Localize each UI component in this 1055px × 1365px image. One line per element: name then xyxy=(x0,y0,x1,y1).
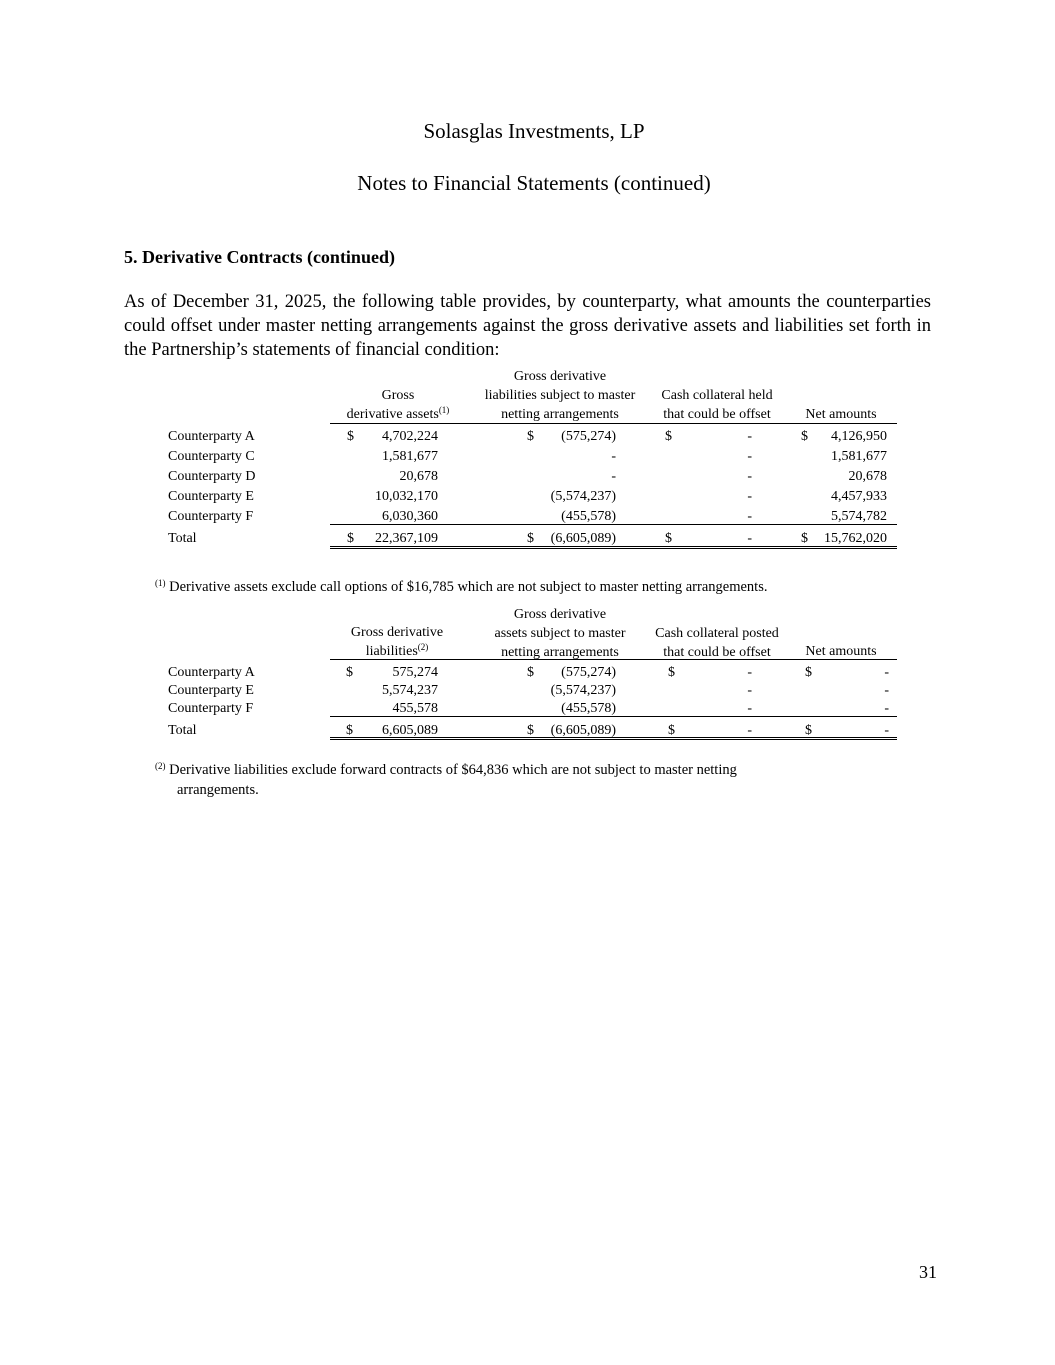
table1-total-label: Total xyxy=(168,531,197,546)
table1-row-2-label: Counterparty C xyxy=(168,449,255,464)
table1-total-col4-currency: $ xyxy=(801,531,808,546)
table2-total-label: Total xyxy=(168,723,197,738)
t1-col1-header-line2 xyxy=(308,405,488,424)
t1-col4-header: Net amounts xyxy=(805,407,877,422)
table1-row-3-col3-value: - xyxy=(747,469,752,484)
table2-row-1-col2-currency: $ xyxy=(527,665,534,680)
t1-col3-header-line1: Cash collateral held xyxy=(661,388,773,403)
table1-row-1-col2-currency: $ xyxy=(527,429,534,444)
table1-row-5-col4-value: 5,574,782 xyxy=(831,509,887,524)
t2-total-double-rule-1 xyxy=(330,737,897,738)
table2-total-col4-value: - xyxy=(884,723,889,738)
t1-col2-header xyxy=(470,367,650,424)
page-number: 31 xyxy=(919,1262,937,1282)
table2-row-3-label: Counterparty F xyxy=(168,701,254,716)
footnote-2-line2: arrangements. xyxy=(177,782,259,798)
t2-col1-header-line1: Gross derivative xyxy=(350,625,444,640)
t1-col3-header-line2: that could be offset xyxy=(663,407,771,422)
table1-row-4-col2-value: (5,574,237) xyxy=(550,489,616,504)
t2-col3-header-line1: Cash collateral posted xyxy=(655,626,779,641)
table2-row-3-col1-value: 455,578 xyxy=(392,701,438,716)
table2-total-col3-currency: $ xyxy=(668,723,675,738)
table2-row-2-col2-value: (5,574,237) xyxy=(550,683,616,698)
t2-col1-header xyxy=(307,623,487,661)
t1-col1-header-text: derivative assets xyxy=(346,407,439,422)
t2-col2-header-line3: netting arrangements xyxy=(501,645,619,660)
table2-total-col4-currency: $ xyxy=(805,723,812,738)
table2-total-col3-value: - xyxy=(747,723,752,738)
t2-col4-header: Net amounts xyxy=(805,644,877,659)
table1-row-1-label: Counterparty A xyxy=(168,429,255,444)
footnote-1 xyxy=(155,577,767,597)
table2-row-2-label: Counterparty E xyxy=(168,683,254,698)
table2-row-3-col3-value: - xyxy=(747,701,752,716)
t2-col2-header-line2: assets subject to master xyxy=(494,626,626,641)
table2-total-col1-value: 6,605,089 xyxy=(382,723,438,738)
table1-row-2-col4-value: 1,581,677 xyxy=(831,449,887,464)
table1-row-5-label: Counterparty F xyxy=(168,509,254,524)
footnote-2-line1 xyxy=(155,760,737,780)
table1-row-1-col1-currency: $ xyxy=(347,429,354,444)
section-title: 5. Derivative Contracts (continued) xyxy=(124,247,395,267)
t1-col1-header-line1: Gross xyxy=(381,388,415,403)
t1-col3-header xyxy=(637,386,797,424)
table1-row-3-col2-value: - xyxy=(611,469,616,484)
table1-total-col1-value: 22,367,109 xyxy=(375,531,438,546)
table2-row-2-col1-value: 5,574,237 xyxy=(382,683,438,698)
table1-row-1-col2-value: (575,274) xyxy=(561,429,616,444)
table1-row-1-col4-currency: $ xyxy=(801,429,808,444)
table1-total-col3-currency: $ xyxy=(665,531,672,546)
table1-row-5-col3-value: - xyxy=(747,509,752,524)
table1-row-3-col1-value: 20,678 xyxy=(399,469,438,484)
t1-col1-footnote-ref: (1) xyxy=(438,405,450,415)
table2-total-col2-currency: $ xyxy=(527,723,534,738)
footnote-2-marker: (2) xyxy=(155,761,166,771)
t1-col2-header-line1: Gross derivative xyxy=(513,369,607,384)
table2-row-1-col4-value: - xyxy=(884,665,889,680)
table1-row-2-col2-value: - xyxy=(611,449,616,464)
table2-row-1-col3-currency: $ xyxy=(668,665,675,680)
table1-row-1-col3-value: - xyxy=(747,429,752,444)
table1-row-4-col4-value: 4,457,933 xyxy=(831,489,887,504)
table1-row-1-col3-currency: $ xyxy=(665,429,672,444)
table1-total-col3-value: - xyxy=(747,531,752,546)
table1-total-col1-currency: $ xyxy=(347,531,354,546)
footnote-1-text: Derivative assets exclude call options of $16,785 which are not subject to master netting arrangements. xyxy=(169,579,768,595)
company-name: Solasglas Investments, LP xyxy=(423,119,645,143)
table2-total-col2-value: (6,605,089) xyxy=(550,723,616,738)
t2-col3-header-line2: that could be offset xyxy=(663,645,771,660)
t2-col3-header xyxy=(632,624,802,662)
footnote-2-text: Derivative liabilities exclude forward contracts of $64,836 which are not subject to master netting xyxy=(169,762,737,778)
table2-row-3-col4-value: - xyxy=(884,701,889,716)
table2-row-1-col3-value: - xyxy=(747,665,752,680)
table1-row-4-col3-value: - xyxy=(747,489,752,504)
table2-row-1-col2-value: (575,274) xyxy=(561,665,616,680)
table1-row-3-label: Counterparty D xyxy=(168,469,256,484)
t2-col1-header-text: liabilities xyxy=(365,644,418,659)
t1-col1-header xyxy=(308,386,488,424)
footnote-1-marker: (1) xyxy=(155,578,166,588)
t2-col2-header xyxy=(470,605,650,662)
page-subtitle: Notes to Financial Statements (continued) xyxy=(357,171,711,195)
t1-total-double-rule-2 xyxy=(330,548,897,549)
table2-row-3-col2-value: (455,578) xyxy=(561,701,616,716)
table2-row-1-col1-value: 575,274 xyxy=(392,665,438,680)
table2-row-1-col4-currency: $ xyxy=(805,665,812,680)
t1-col2-header-line2: liabilities subject to master xyxy=(484,388,636,403)
t2-col1-footnote-ref: (2) xyxy=(417,642,429,652)
table1-row-5-col2-value: (455,578) xyxy=(561,509,616,524)
table1-row-1-col4-value: 4,126,950 xyxy=(831,429,887,444)
t2-col2-header-line1: Gross derivative xyxy=(513,607,607,622)
table1-total-col2-currency: $ xyxy=(527,531,534,546)
table1-total-col4-value: 15,762,020 xyxy=(824,531,887,546)
table1-row-2-col3-value: - xyxy=(747,449,752,464)
table2-row-1-col1-currency: $ xyxy=(346,665,353,680)
table2-row-1-label: Counterparty A xyxy=(168,665,255,680)
table2-row-2-col3-value: - xyxy=(747,683,752,698)
table1-row-1-col1-value: 4,702,224 xyxy=(382,429,438,444)
t2-total-double-rule-2 xyxy=(330,739,897,740)
t1-total-double-rule-1 xyxy=(330,546,897,547)
table1-row-2-col1-value: 1,581,677 xyxy=(382,449,438,464)
intro-paragraph: As of December 31, 2025, the following table provides, by counterparty, what amounts the counterparties could offset under master netting arrangements against the gross derivative assets and liabilities set forth in the Partnership’s statements of financial condition: xyxy=(124,292,931,360)
table1-row-4-col1-value: 10,032,170 xyxy=(375,489,438,504)
t2-total-top-rule xyxy=(330,716,897,717)
table1-row-4-label: Counterparty E xyxy=(168,489,254,504)
table2-total-col1-currency: $ xyxy=(346,723,353,738)
table1-total-col2-value: (6,605,089) xyxy=(550,531,616,546)
t1-header-rule xyxy=(330,423,897,424)
t2-header-rule xyxy=(330,659,897,660)
t1-col2-header-line3: netting arrangements xyxy=(501,407,619,422)
footnote-2 xyxy=(155,760,737,800)
table1-row-3-col4-value: 20,678 xyxy=(848,469,887,484)
table1-row-5-col1-value: 6,030,360 xyxy=(382,509,438,524)
table2-row-2-col4-value: - xyxy=(884,683,889,698)
t1-total-top-rule xyxy=(330,524,897,525)
